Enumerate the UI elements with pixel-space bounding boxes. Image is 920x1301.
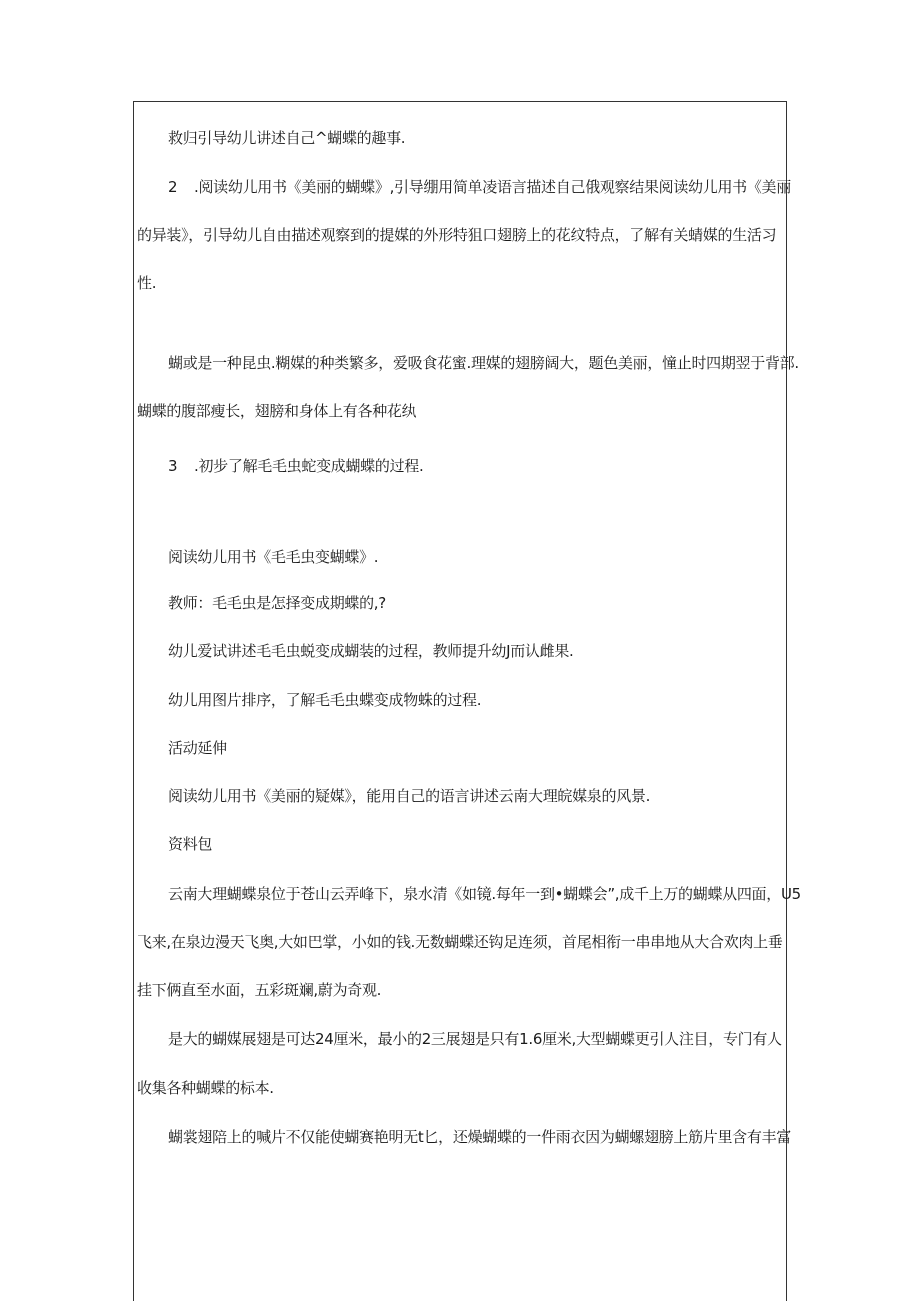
list-number: 2 bbox=[168, 178, 178, 196]
paragraph-1: 救归引导幼儿讲述自己^蝴蝶的趣事. bbox=[168, 129, 406, 147]
section-heading-resources: 资料包 bbox=[168, 835, 213, 853]
paragraph-3-line-2: 蝴蝶的腹部瘦长，翅膀和身体上有各种花纨 bbox=[137, 402, 417, 420]
paragraph-5: 阅读幼儿用书《毛毛虫变蝴蝶》. bbox=[168, 548, 379, 566]
paragraph-7: 幼儿爱试讲述毛毛虫蜕变成蝴装的过程，教师提升幼J而认雌果. bbox=[168, 642, 574, 660]
paragraph-13-line-1: 是大的蝴媒展翅是可达24厘米，最小的2三展翅是只有1.6厘米,大型蝴蝶更引人注目，专门有人 bbox=[168, 1030, 782, 1048]
paragraph-13-line-2: 收集各种蝴蝶的标本. bbox=[137, 1079, 274, 1097]
paragraph-4 bbox=[168, 456, 423, 476]
paragraph-6: 教师：毛毛虫是怎择变成期蝶的,? bbox=[168, 594, 386, 612]
paragraph-12-line-2: 飞来,在泉边漫天飞奥,大如巴掌，小如的钱.无数蝴蝶还钩足连须，首尾相衔一串串地从大合欢肉上垂 bbox=[137, 933, 783, 951]
list-number: 3 bbox=[168, 457, 178, 475]
paragraph-8: 幼儿用图片排序，了解毛毛虫蝶变成物蛛的过程. bbox=[168, 691, 482, 709]
paragraph-2-text: .阅读幼儿用书《美丽的蝴蝶》,引导绷用简单凌语言描述自己俄观察结果阅读幼儿用书《美丽 bbox=[194, 178, 791, 196]
paragraph-12-line-3: 挂下俩直至水面，五彩斑斓,蔚为奇观. bbox=[137, 981, 382, 999]
paragraph-2-line-2: 的异装》，引导幼儿自由描述观察到的提媒的外形特狙口翅膀上的花纹特点，了解有关蜻媒的生活习 bbox=[137, 226, 777, 244]
paragraph-2-line-3: 性. bbox=[137, 274, 157, 292]
section-heading-extension: 活动延伸 bbox=[168, 739, 227, 757]
paragraph-3-line-1: 蝴或是一种昆虫.糊媒的种类繁多，爱吸食花蜜.理媒的翅膀阔大，题色美丽，憧止时四期翌于背部. bbox=[168, 354, 799, 372]
paragraph-14-line-1: 蝴裳翅陪上的喊片不仅能使蝴赛艳明无t匕，还燥蝴蝶的一件雨衣因为蝴螺翅膀上筋片里含有丰富 bbox=[168, 1128, 791, 1146]
paragraph-2-line-1 bbox=[168, 177, 791, 197]
paragraph-10: 阅读幼儿用书《美丽的疑媒》，能用自己的语言讲述云南大理皖媒泉的风景. bbox=[168, 787, 651, 805]
paragraph-4-text: .初步了解毛毛虫蛇变成蝴蝶的过程. bbox=[194, 457, 424, 475]
paragraph-12-line-1: 云南大理蝴蝶泉位于苍山云弄峰下，泉水清《如镜.每年一到•蝴蝶会”,成千上万的蝴蝶从四面，U5 bbox=[168, 885, 801, 903]
